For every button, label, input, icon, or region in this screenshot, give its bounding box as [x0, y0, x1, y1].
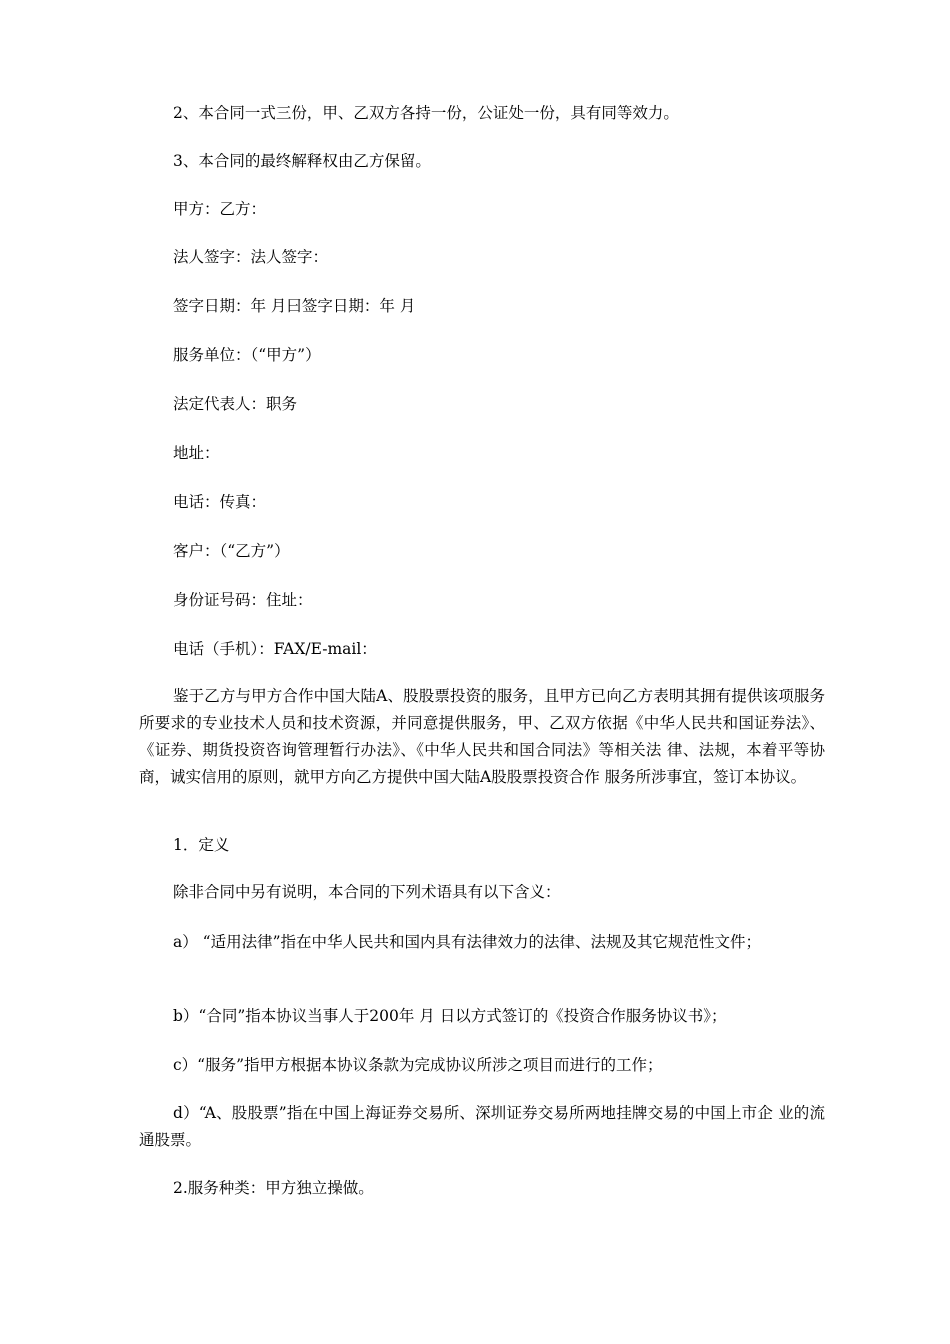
client-label: 客户：（“乙方”）: [173, 542, 290, 560]
party-labels: 甲方：乙方：: [173, 200, 267, 218]
phone-fax-label: 电话：传真：: [173, 493, 267, 511]
mobile-fax-email-label: 电话（手机）：FAX/E-mail：: [173, 640, 377, 658]
definition-b: b）“合同”指本协议当事人于200年 月 日以方式签订的《投资合作服务协议书》；: [173, 1007, 727, 1025]
intro-paragraph: 鉴于乙方与甲方合作中国大陆A、股股票投资的服务，且甲方已向乙方表明其拥有提供该项服务所要求的专业技术人员和技术资源，并同意提供服务，甲、乙双方依据《中华人民共和国证券法》、《证券、期货投资咨询管理暂行办法》、《中华人民共和国合同法》等相关法 律、法规，本着平等协商，诚实信用的原则，就甲方向乙方提供中国大陆A股股票投资合作 服务所涉事宜，签订本协议。: [139, 687, 825, 786]
definition-a: a） “适用法律”指在中华人民共和国内具有法律效力的法律、法规及其它规范性文件；: [173, 933, 762, 951]
legal-representative-label: 法定代表人：职务: [173, 395, 298, 413]
clause-copies: 2、本合同一式三份，甲、乙双方各持一份，公证处一份，具有同等效力。: [173, 104, 679, 122]
definition-d: d）“A、股股票”指在中国上海证券交易所、深圳证券交易所两地挂牌交易的中国上市企 业的流通股票。: [139, 1104, 825, 1149]
definitions-intro: 除非合同中另有说明，本合同的下列术语具有以下含义：: [173, 883, 561, 901]
definitions-heading: 1．定义: [173, 836, 230, 854]
service-provider-label: 服务单位：（“甲方”）: [173, 346, 321, 364]
id-address-label: 身份证号码：住址：: [173, 591, 313, 609]
clause-interpretation: 3、本合同的最终解释权由乙方保留。: [173, 152, 431, 170]
legal-signature-labels: 法人签字：法人签字：: [173, 248, 329, 266]
address-label: 地址：: [173, 444, 220, 462]
service-type: 2.服务种类：甲方独立操做。: [173, 1179, 374, 1197]
definition-c: c）“服务”指甲方根据本协议条款为完成协议所涉之项目而进行的工作；: [173, 1056, 663, 1074]
signature-date-labels: 签字日期：年 月曰签字日期：年 月: [173, 297, 416, 315]
